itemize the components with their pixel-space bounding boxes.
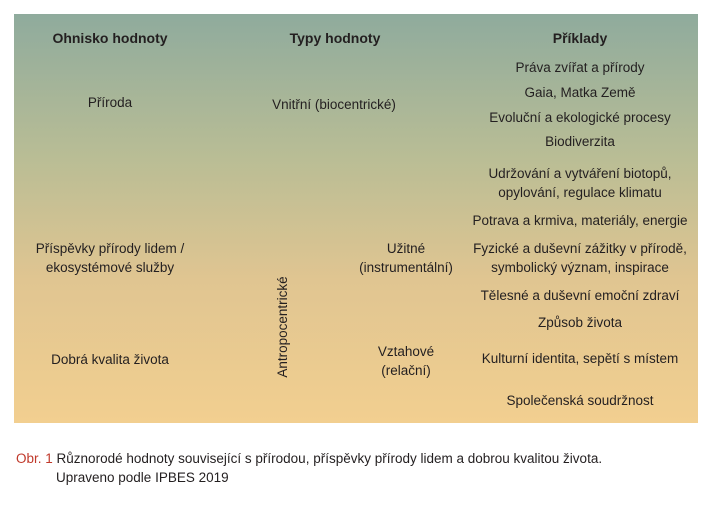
caption-text: Různorodé hodnoty související s přírodou, příspěvky přírody lidem a dobrou kvalitou života. xyxy=(56,451,603,466)
type-relational-line1: Vztahové xyxy=(377,344,435,359)
example-item-line2: opylování, regulace klimatu xyxy=(498,185,662,200)
focus-quality: Dobrá kvalita života xyxy=(51,352,169,367)
header-types: Typy hodnoty xyxy=(289,30,381,46)
focus-contributions-line2: ekosystémové služby xyxy=(45,260,175,275)
example-item-line2: symbolický význam, inspirace xyxy=(491,260,669,275)
header-examples: Příklady xyxy=(552,30,608,46)
type-instrumental-line1: Užitné xyxy=(386,241,426,256)
example-item: Způsob života xyxy=(537,315,623,330)
example-item-line1: Fyzické a duševní zážitky v přírodě, xyxy=(473,241,687,256)
example-item-line1: Udržování a vytváření biotopů, xyxy=(488,166,672,181)
header-focus: Ohnisko hodnoty xyxy=(52,30,168,46)
type-anthropocentric: Antropocentrické xyxy=(275,276,290,378)
caption-source: Upraveno podle IPBES 2019 xyxy=(56,470,229,485)
example-item: Práva zvířat a přírody xyxy=(515,60,645,75)
example-item: Společenská soudržnost xyxy=(506,393,654,408)
example-item: Potrava a krmiva, materiály, energie xyxy=(472,213,688,228)
example-item: Tělesné a duševní emoční zdraví xyxy=(480,288,680,303)
caption-label: Obr. 1 xyxy=(16,451,53,466)
example-item: Evoluční a ekologické procesy xyxy=(489,110,671,125)
figure-caption xyxy=(16,449,602,487)
example-item: Biodiverzita xyxy=(545,134,615,149)
example-item: Gaia, Matka Země xyxy=(524,85,636,100)
example-item: Kulturní identita, sepětí s místem xyxy=(481,351,679,366)
type-instrumental-line2: (instrumentální) xyxy=(359,260,453,275)
type-relational-line2: (relační) xyxy=(381,363,431,378)
focus-contributions-line1: Příspěvky přírody lidem / xyxy=(35,241,185,256)
type-intrinsic: Vnitřní (biocentrické) xyxy=(272,97,396,112)
focus-nature: Příroda xyxy=(87,95,133,110)
